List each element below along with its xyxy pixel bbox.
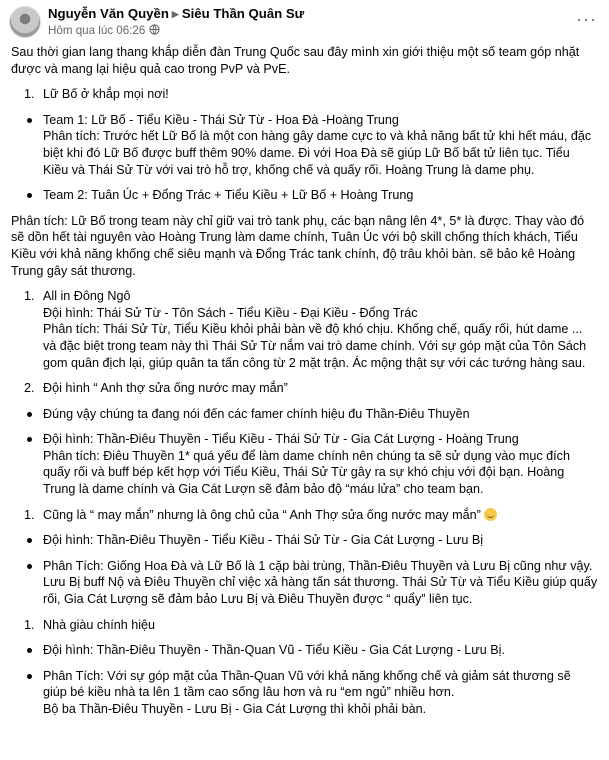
bullet-icon [27,648,32,653]
list-item: Phân Tích: Với sự góp mặt của Thần-Quan Vũ với khả năng khống chế và giảm sát thương sẽ giúp bé kiều nhà ta lên 1 tầm cao sống lâu hơn và ru “em ngủ” nhiều hơn. Bộ ba Thần-Điêu Thuyền - Lưu Bị - Gia Cát Lượng thì khỏi phải bàn. [11,668,598,718]
list-item: Team 1: Lữ Bố - Tiểu Kiều - Thái Sử Từ - Hoa Đà -Hoàng Trung Phân tích: Trước hết Lữ Bố là một con hàng gây dame cực to và khả năng bất tử khi hết máu, đặc biệt khi đó Lữ Bố được buff thêm 90% dame. Đi với Hoa Đà sẽ giúp Lữ Bố bất tử liên tục. Tiểu Kiều và Thái Sử Từ với vai trò hỗ trợ, khống chế và quấy rối. Hoàng Trung là dame phụ. [11,112,598,178]
globe-icon [149,24,160,38]
caret-right-icon: ▶ [171,9,179,19]
list-item: Team 2: Tuân Úc + Đổng Trác + Tiểu Kiều + Lữ Bố + Hoàng Trung [11,187,598,204]
group-name[interactable]: Siêu Thần Quân Sư [181,6,305,21]
list-item: Đúng vậy chúng ta đang nói đến các famer chính hiệu đu Thần-Điêu Thuyền [11,406,598,423]
grinning-face-emoji-icon [484,508,497,521]
list-item: 1. Cũng là “ may mắn” nhưng là ông chủ của “ Anh Thợ sửa ống nước may mắn” [11,507,598,524]
list-item: 1. All in Đông Ngô Đội hình: Thái Sử Từ - Tôn Sách - Tiểu Kiều - Đại Kiều - Đổng Trác Phân tích: Thái Sử Từ, Tiểu Kiều khỏi phải bàn về độ khó chịu. Khống chế, quấy rối, hút dame ... và đặc biệt trong team này thì Thái Sử Từ nắm vai trò dame chính. Với sự góp mặt của Tôn Sách gom quân địch lại, giúp quân ta tấn công từ 2 mặt trận. Ác mộng thật sự với các tướng hàng sau. [24,289,587,370]
bullet-icon [27,193,32,198]
list-item: 1. Lữ Bố ở khắp mọi nơi! [24,87,169,102]
list-item: Phân Tích: Giống Hoa Đà và Lữ Bố là 1 cặp bài trùng, Thần-Điêu Thuyền và Lưu Bị cũng như vậy. Lưu Bị buff Nộ và Điêu Thuyền chỉ việc xả hàng tấn sát thương. Thái Sử Từ và Tiểu Kiều giúp quấy rối, Gia Cát Lượng sẽ đảm bảo Lưu Bị và Điêu Thuyền được “ quẩy” liên tục. [11,558,598,608]
post-header-line [48,6,304,21]
list-item: Đội hình: Thần-Điêu Thuyền - Tiểu Kiều - Thái Sử Từ - Gia Cát Lượng - Lưu Bị [11,532,598,549]
post-body [0,44,609,718]
post-time[interactable]: Hôm qua lúc 06:26 [48,24,146,37]
analysis-text: Phân tích: Lữ Bố trong team này chỉ giữ vai trò tank phụ, các bạn nâng lên 4*, 5* là được. Thay vào đó sẽ dồn hết tài nguyên vào Hoàng Trung làm dame chính, Tuân Úc với bộ skill chống thích khách, Tiểu Kiều với khả năng khống chế siêu mạnh và Đổng Trác tank chính, độ trâu khỏi bàn. sẽ bảo kê Hoàng Trung gây sát thương. [11,213,585,278]
bullet-icon [27,437,32,442]
bullet-icon [27,564,32,569]
avatar[interactable] [9,6,41,38]
more-options-button[interactable]: ··· [576,9,597,29]
post-header [0,0,609,44]
bullet-icon [27,412,32,417]
list-item: 2. Đội hình “ Anh thợ sửa ống nước may mắn” [24,381,288,396]
list-item: Đội hình: Thần-Điêu Thuyền - Thần-Quan Vũ - Tiểu Kiều - Gia Cát Lượng - Lưu Bị. [11,642,598,659]
post-meta [48,24,160,38]
list-item: 1. Nhà giàu chính hiệu [24,617,156,632]
bullet-icon [27,674,32,679]
intro-text: Sau thời gian lang thang khắp diễn đàn Trung Quốc sau đây mình xin giới thiệu một số team góp nhặt được và mang lại hiệu quả cao trong PvP và PvE. [11,45,580,76]
bullet-icon [27,538,32,543]
list-item: Đội hình: Thần-Điêu Thuyền - Tiểu Kiều - Thái Sử Từ - Gia Cát Lượng - Hoàng Trung Phân tích: Điêu Thuyền 1* quá yếu để làm dame chính nên chúng ta sẽ sử dụng vào mục đích quấy rối và buff bép kết hợp với Tiểu Kiều, Thái Sử Từ gây ra sự khó chịu với đội bạn. Hoàng Trung là dame chính và Gia Cát Lượn sẽ đảm bảo độ “máu lửa” cho team bạn. [11,431,598,497]
author-name[interactable]: Nguyễn Văn Quyền [48,6,169,21]
bullet-icon [27,118,32,123]
